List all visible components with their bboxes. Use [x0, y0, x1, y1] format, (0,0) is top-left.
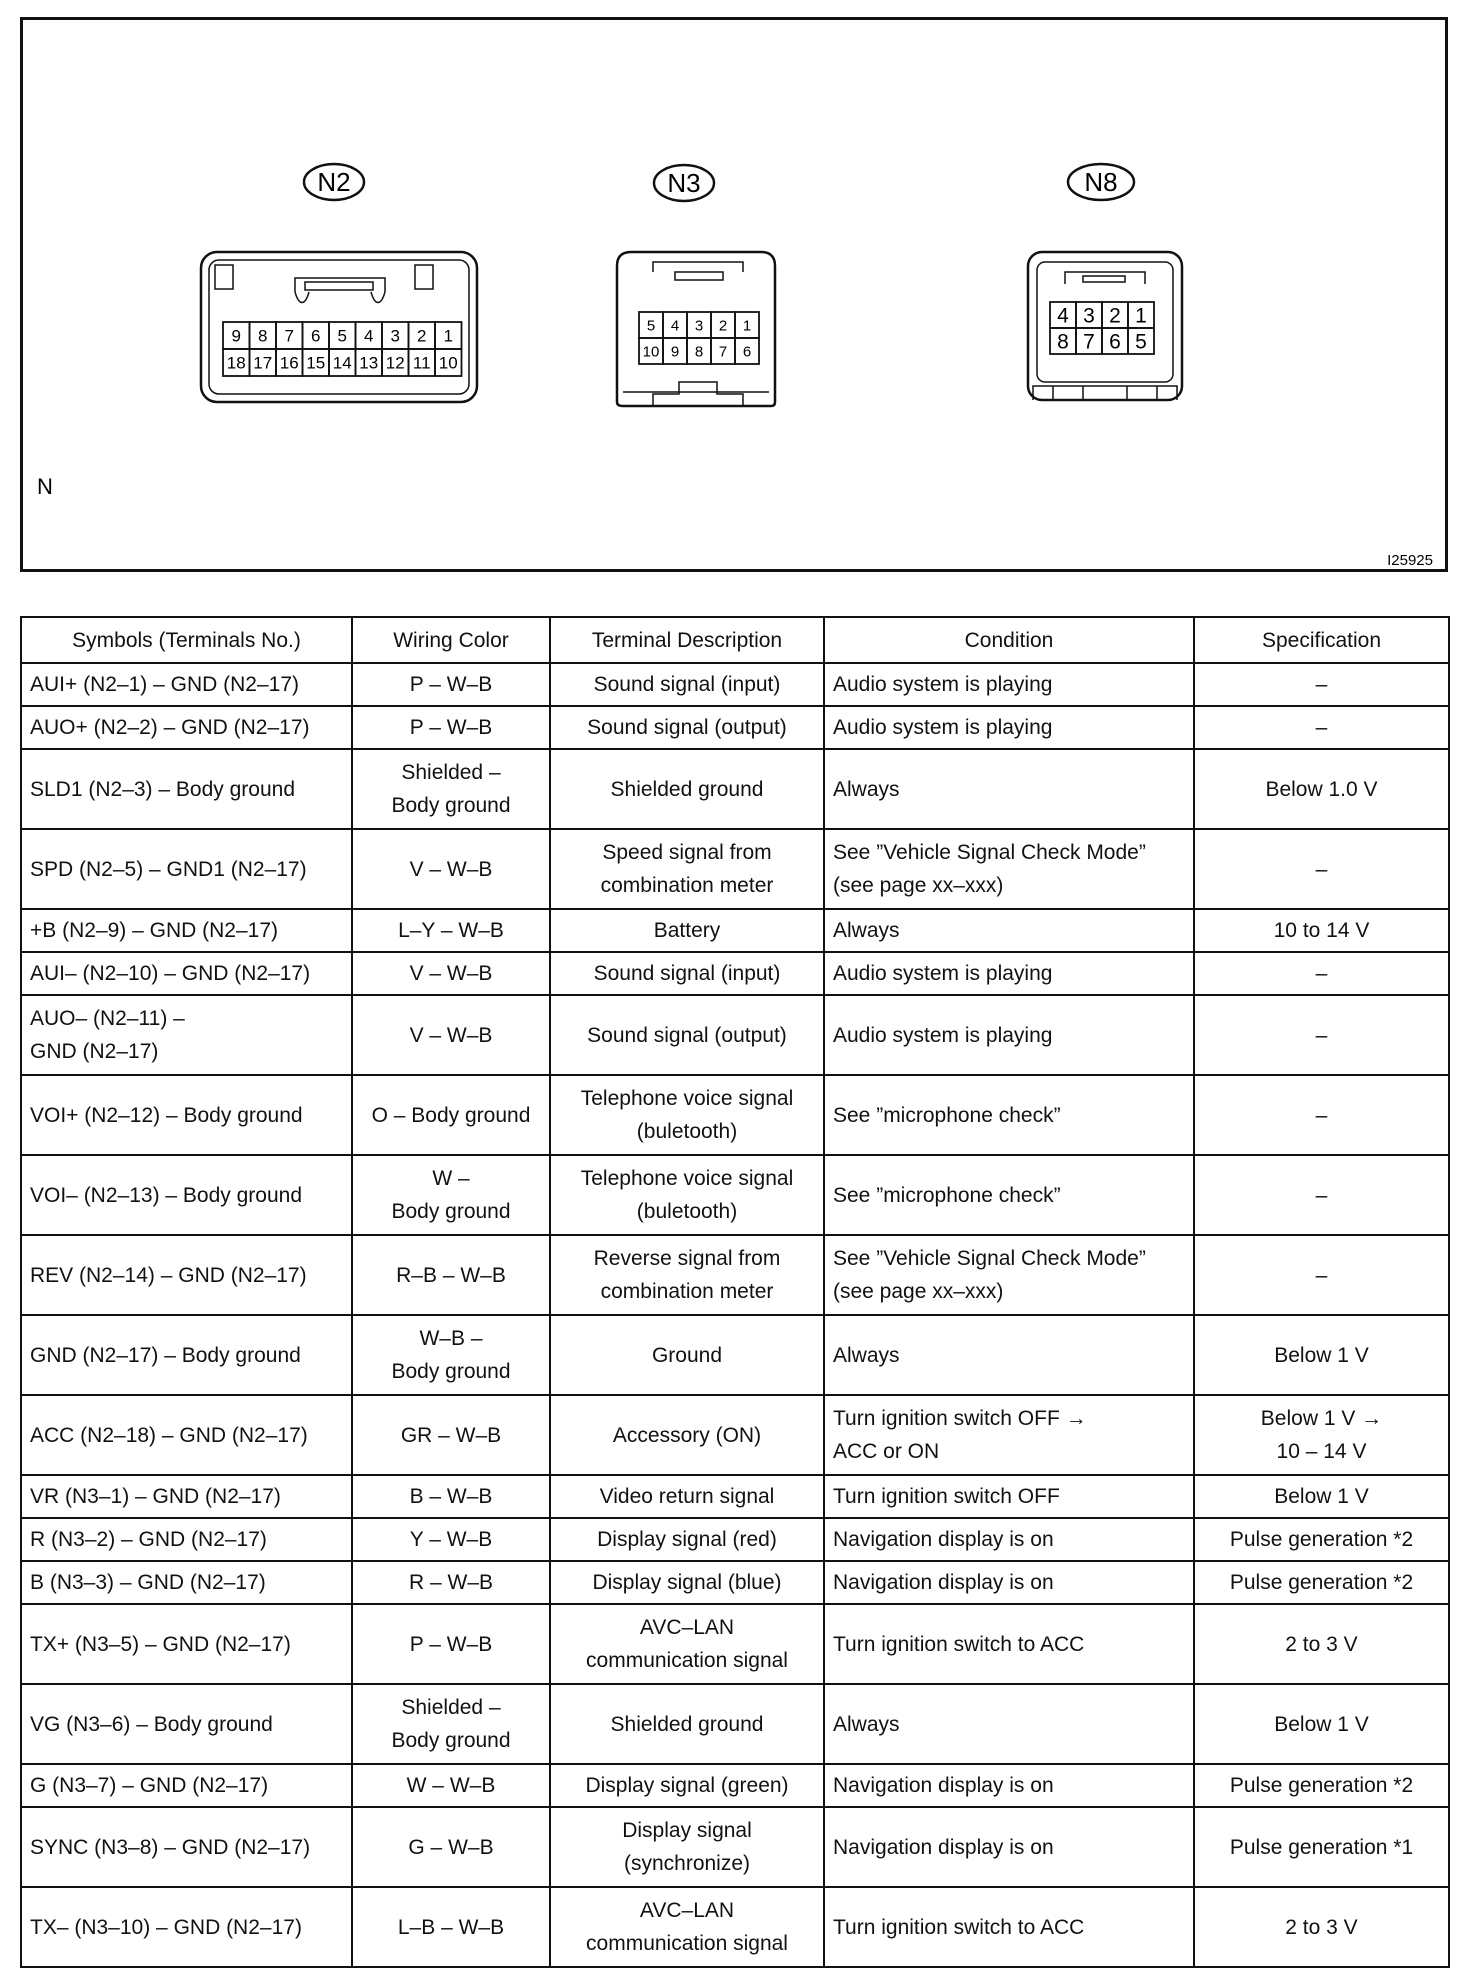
cell-wiring-color: V – W–B: [352, 952, 550, 995]
cell-wiring-color: P – W–B: [352, 706, 550, 749]
cell-wiring-color: W – Body ground: [352, 1155, 550, 1235]
header-specification: Specification: [1194, 617, 1449, 663]
cell-description: Telephone voice signal (buletooth): [550, 1075, 824, 1155]
cell-specification: Pulse generation *2: [1194, 1764, 1449, 1807]
pin-number: 6: [1109, 330, 1121, 354]
pin-number: 2: [718, 317, 728, 335]
n3-pin-grid: [639, 312, 759, 364]
cell-symbol: G (N3–7) – GND (N2–17): [21, 1764, 352, 1807]
cell-wiring-color: O – Body ground: [352, 1075, 550, 1155]
table-row: [21, 952, 1449, 995]
cell-symbol: AUI– (N2–10) – GND (N2–17): [21, 952, 352, 995]
figure-id: I25925: [1387, 552, 1433, 569]
pin-number: 9: [231, 326, 241, 346]
terminal-table-wrap: [20, 616, 1448, 1968]
pin-number: 10: [438, 353, 458, 373]
cell-description: Telephone voice signal (buletooth): [550, 1155, 824, 1235]
cell-specification: Pulse generation *1: [1194, 1807, 1449, 1887]
cell-condition: See ”Vehicle Signal Check Mode” (see page xx–xxx): [824, 1235, 1194, 1315]
table-row: [21, 706, 1449, 749]
table-row: [21, 1075, 1449, 1155]
cell-description: Accessory (ON): [550, 1395, 824, 1475]
cell-wiring-color: P – W–B: [352, 663, 550, 706]
cell-specification: Below 1 V → 10 – 14 V: [1194, 1395, 1449, 1475]
cell-symbol: GND (N2–17) – Body ground: [21, 1315, 352, 1395]
pin-number: 13: [359, 353, 379, 373]
cell-specification: Pulse generation *2: [1194, 1518, 1449, 1561]
cell-symbol: R (N3–2) – GND (N2–17): [21, 1518, 352, 1561]
cell-description: Reverse signal from combination meter: [550, 1235, 824, 1315]
pin-number: 4: [364, 326, 374, 346]
pin-number: 5: [1135, 330, 1147, 354]
pin-number: 15: [306, 353, 326, 373]
cell-condition: Audio system is playing: [824, 706, 1194, 749]
cell-specification: Below 1 V: [1194, 1315, 1449, 1395]
pin-number: 4: [670, 317, 680, 335]
pin-number: 1: [443, 326, 453, 346]
cell-condition: Turn ignition switch OFF → ACC or ON: [824, 1395, 1194, 1475]
pin-number: 6: [311, 326, 321, 346]
table-row: [21, 1764, 1449, 1807]
cell-specification: –: [1194, 995, 1449, 1075]
cell-specification: Below 1 V: [1194, 1684, 1449, 1764]
table-row: [21, 1475, 1449, 1518]
cell-description: AVC–LAN communication signal: [550, 1887, 824, 1967]
cell-symbol: TX+ (N3–5) – GND (N2–17): [21, 1604, 352, 1684]
cell-condition: Navigation display is on: [824, 1764, 1194, 1807]
cell-condition: Audio system is playing: [824, 663, 1194, 706]
cell-specification: 2 to 3 V: [1194, 1887, 1449, 1967]
table-row: [21, 1155, 1449, 1235]
pin-number: 18: [226, 353, 246, 373]
cell-symbol: REV (N2–14) – GND (N2–17): [21, 1235, 352, 1315]
cell-wiring-color: V – W–B: [352, 829, 550, 909]
cell-description: Battery: [550, 909, 824, 952]
cell-description: Sound signal (input): [550, 952, 824, 995]
cell-specification: –: [1194, 706, 1449, 749]
cell-condition: Audio system is playing: [824, 952, 1194, 995]
header-condition: Condition: [824, 617, 1194, 663]
n3-label-text: N3: [667, 168, 701, 198]
cell-specification: Below 1 V: [1194, 1475, 1449, 1518]
cell-symbol: SPD (N2–5) – GND1 (N2–17): [21, 829, 352, 909]
n8-connector: [1028, 252, 1182, 400]
cell-symbol: VR (N3–1) – GND (N2–17): [21, 1475, 352, 1518]
table-row: [21, 1561, 1449, 1604]
cell-description: Display signal (blue): [550, 1561, 824, 1604]
cell-wiring-color: L–Y – W–B: [352, 909, 550, 952]
cell-description: Shielded ground: [550, 749, 824, 829]
header-terminal-description: Terminal Description: [550, 617, 824, 663]
table-row: [21, 1604, 1449, 1684]
pin-number: 8: [694, 343, 704, 361]
cell-condition: Turn ignition switch to ACC: [824, 1887, 1194, 1967]
cell-wiring-color: P – W–B: [352, 1604, 550, 1684]
cell-specification: 2 to 3 V: [1194, 1604, 1449, 1684]
cell-specification: –: [1194, 829, 1449, 909]
cell-description: Sound signal (output): [550, 706, 824, 749]
cell-symbol: AUO+ (N2–2) – GND (N2–17): [21, 706, 352, 749]
cell-symbol: VG (N3–6) – Body ground: [21, 1684, 352, 1764]
n2-pin-grid: [223, 322, 462, 376]
pin-number: 3: [1083, 304, 1095, 328]
cell-specification: –: [1194, 663, 1449, 706]
cell-condition: Always: [824, 1684, 1194, 1764]
cell-specification: –: [1194, 1235, 1449, 1315]
pin-number: 5: [337, 326, 347, 346]
table-row: [21, 1235, 1449, 1315]
cell-description: Display signal (green): [550, 1764, 824, 1807]
table-row: [21, 909, 1449, 952]
n3-label: [654, 165, 714, 201]
cell-wiring-color: W–B – Body ground: [352, 1315, 550, 1395]
cell-specification: 10 to 14 V: [1194, 909, 1449, 952]
pin-number: 5: [646, 317, 656, 335]
table-row: [21, 1684, 1449, 1764]
pin-number: 10: [642, 343, 660, 361]
cell-condition: See ”microphone check”: [824, 1075, 1194, 1155]
pin-number: 6: [742, 343, 752, 361]
pin-number: 9: [670, 343, 680, 361]
cell-description: Speed signal from combination meter: [550, 829, 824, 909]
cell-condition: Always: [824, 909, 1194, 952]
cell-description: Sound signal (input): [550, 663, 824, 706]
cell-wiring-color: V – W–B: [352, 995, 550, 1075]
cell-symbol: ACC (N2–18) – GND (N2–17): [21, 1395, 352, 1475]
cell-wiring-color: G – W–B: [352, 1807, 550, 1887]
cell-specification: Below 1.0 V: [1194, 749, 1449, 829]
table-row: [21, 1518, 1449, 1561]
header-wiring-color: Wiring Color: [352, 617, 550, 663]
cell-condition: Navigation display is on: [824, 1561, 1194, 1604]
cell-condition: Audio system is playing: [824, 995, 1194, 1075]
cell-wiring-color: GR – W–B: [352, 1395, 550, 1475]
pin-number: 3: [390, 326, 400, 346]
cell-specification: –: [1194, 952, 1449, 995]
table-row: [21, 749, 1449, 829]
side-label: N: [37, 474, 53, 499]
n8-label: [1068, 164, 1134, 200]
cell-symbol: SLD1 (N2–3) – Body ground: [21, 749, 352, 829]
table-row: [21, 1887, 1449, 1967]
cell-symbol: B (N3–3) – GND (N2–17): [21, 1561, 352, 1604]
cell-condition: Turn ignition switch to ACC: [824, 1604, 1194, 1684]
cell-wiring-color: B – W–B: [352, 1475, 550, 1518]
pin-number: 8: [1057, 330, 1069, 354]
pin-number: 17: [253, 353, 273, 373]
cell-condition: Navigation display is on: [824, 1807, 1194, 1887]
cell-symbol: VOI+ (N2–12) – Body ground: [21, 1075, 352, 1155]
connector-diagram: [23, 20, 1451, 575]
pin-number: 12: [385, 353, 405, 373]
table-body: [21, 663, 1449, 1967]
table-row: [21, 829, 1449, 909]
pin-number: 14: [332, 353, 352, 373]
cell-symbol: AUI+ (N2–1) – GND (N2–17): [21, 663, 352, 706]
cell-condition: Always: [824, 749, 1194, 829]
cell-description: Shielded ground: [550, 1684, 824, 1764]
cell-wiring-color: R–B – W–B: [352, 1235, 550, 1315]
cell-specification: –: [1194, 1155, 1449, 1235]
cell-symbol: SYNC (N3–8) – GND (N2–17): [21, 1807, 352, 1887]
pin-number: 1: [1135, 304, 1147, 328]
pin-number: 1: [742, 317, 752, 335]
pin-number: 7: [718, 343, 728, 361]
table-row: [21, 1807, 1449, 1887]
cell-symbol: AUO– (N2–11) – GND (N2–17): [21, 995, 352, 1075]
cell-condition: See ”microphone check”: [824, 1155, 1194, 1235]
cell-specification: Pulse generation *2: [1194, 1561, 1449, 1604]
n2-label: [304, 164, 364, 200]
pin-number: 7: [284, 326, 294, 346]
cell-symbol: +B (N2–9) – GND (N2–17): [21, 909, 352, 952]
pin-number: 4: [1057, 304, 1069, 328]
connector-figure: [20, 17, 1448, 572]
pin-number: 8: [258, 326, 268, 346]
pin-number: 2: [1109, 304, 1121, 328]
cell-condition: See ”Vehicle Signal Check Mode” (see page xx–xxx): [824, 829, 1194, 909]
cell-description: AVC–LAN communication signal: [550, 1604, 824, 1684]
cell-symbol: VOI– (N2–13) – Body ground: [21, 1155, 352, 1235]
table-row: [21, 1395, 1449, 1475]
n2-label-text: N2: [317, 167, 351, 197]
cell-condition: Always: [824, 1315, 1194, 1395]
pin-number: 7: [1083, 330, 1095, 354]
pin-number: 2: [417, 326, 427, 346]
cell-wiring-color: R – W–B: [352, 1561, 550, 1604]
cell-specification: –: [1194, 1075, 1449, 1155]
cell-wiring-color: W – W–B: [352, 1764, 550, 1807]
cell-wiring-color: L–B – W–B: [352, 1887, 550, 1967]
n8-label-text: N8: [1084, 167, 1118, 197]
terminal-table: [20, 616, 1450, 1968]
cell-description: Display signal (red): [550, 1518, 824, 1561]
table-row: [21, 995, 1449, 1075]
header-symbols: Symbols (Terminals No.): [21, 617, 352, 663]
cell-description: Sound signal (output): [550, 995, 824, 1075]
cell-wiring-color: Y – W–B: [352, 1518, 550, 1561]
cell-condition: Navigation display is on: [824, 1518, 1194, 1561]
pin-number: 3: [694, 317, 704, 335]
pin-number: 16: [279, 353, 299, 373]
table-row: [21, 1315, 1449, 1395]
cell-description: Ground: [550, 1315, 824, 1395]
cell-condition: Turn ignition switch OFF: [824, 1475, 1194, 1518]
cell-symbol: TX– (N3–10) – GND (N2–17): [21, 1887, 352, 1967]
table-header-row: [21, 617, 1449, 663]
cell-description: Video return signal: [550, 1475, 824, 1518]
cell-wiring-color: Shielded – Body ground: [352, 1684, 550, 1764]
n8-pin-grid: [1050, 302, 1154, 354]
cell-description: Display signal (synchronize): [550, 1807, 824, 1887]
table-row: [21, 663, 1449, 706]
pin-number: 11: [412, 353, 431, 373]
cell-wiring-color: Shielded – Body ground: [352, 749, 550, 829]
